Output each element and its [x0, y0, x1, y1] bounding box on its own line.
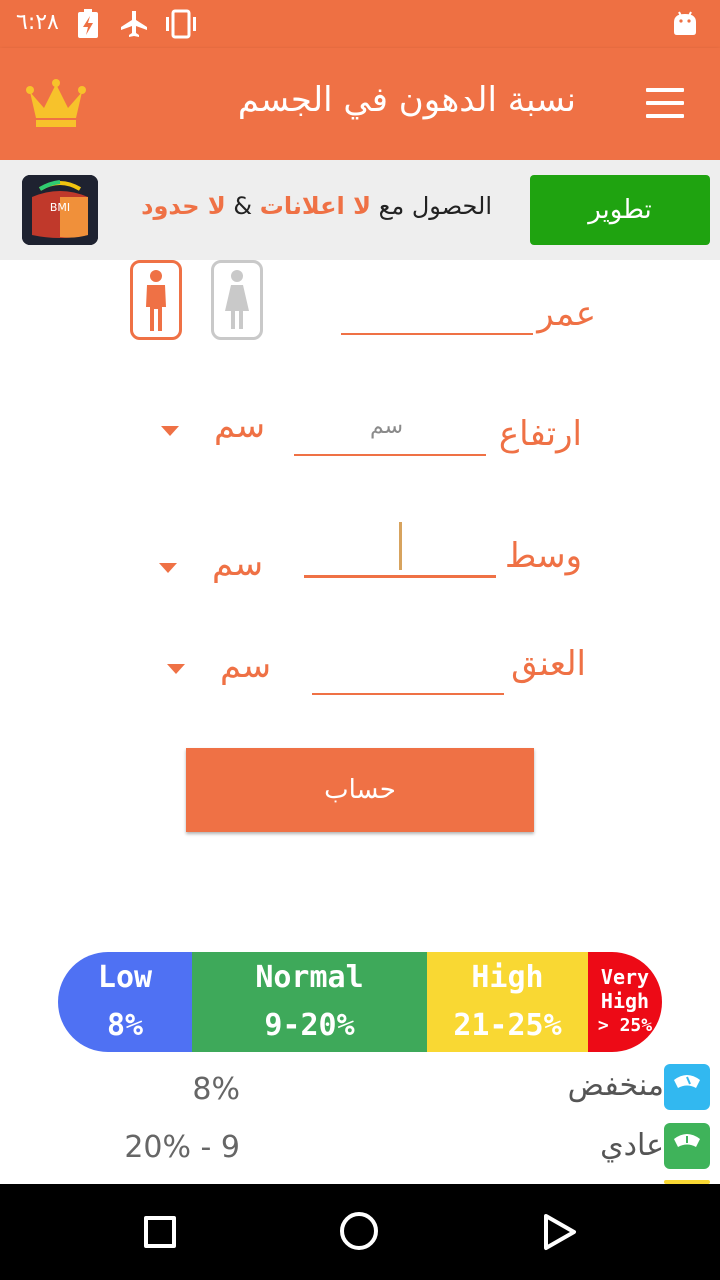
scale-low-name: Low: [97, 960, 153, 995]
gender-male-button[interactable]: [130, 260, 182, 340]
upgrade-button[interactable]: تطوير: [530, 175, 710, 245]
text-cursor: [399, 522, 402, 570]
height-unit-dropdown-icon[interactable]: [161, 426, 179, 436]
home-button[interactable]: [340, 1212, 378, 1250]
height-input[interactable]: [294, 454, 486, 456]
scale-low-range: 8%: [106, 1008, 144, 1043]
scale-very-high-line2: High: [600, 989, 650, 1013]
bmi-app-icon[interactable]: [22, 175, 98, 245]
legend-normal-value: 20% - 9: [124, 1130, 240, 1165]
scale-very-high: [588, 952, 662, 1052]
legend-low-label: منخفض: [567, 1068, 664, 1103]
scale-normal-name: Normal: [255, 960, 364, 995]
body-fat-scale: [58, 952, 662, 1052]
legend-normal-label: عادي: [600, 1128, 664, 1163]
female-icon: [214, 263, 260, 337]
scale-very-high-range: > 25%: [597, 1015, 653, 1036]
waist-unit: سم: [212, 544, 264, 584]
airplane-mode-icon: [118, 8, 150, 40]
back-button[interactable]: [540, 1212, 580, 1252]
promo-no-limits: لا حدود: [141, 192, 226, 220]
neck-label: العنق: [511, 644, 586, 684]
waist-input[interactable]: [304, 575, 496, 578]
scale-normal-icon: [664, 1123, 710, 1169]
neck-input[interactable]: [312, 693, 504, 695]
battery-charging-icon: [76, 8, 100, 40]
age-input[interactable]: [341, 333, 533, 335]
neck-unit: سم: [220, 646, 272, 686]
promo-no-ads: لا اعلانات: [259, 192, 371, 220]
page-title: نسبة الدهون في الجسم: [237, 80, 576, 120]
crown-icon[interactable]: [26, 78, 86, 130]
status-time: ٦:٢٨: [16, 10, 59, 35]
scale-normal: [192, 952, 427, 1052]
status-bar: [0, 0, 720, 48]
promo-banner: [0, 160, 720, 260]
scale-very-high-line1: Very: [600, 965, 650, 989]
calculate-button[interactable]: حساب: [186, 748, 534, 832]
scale-high: [427, 952, 588, 1052]
promo-text-prefix: الحصول مع: [370, 192, 492, 220]
promo-text: [141, 192, 492, 220]
male-icon: [133, 263, 179, 337]
legend-low-value: 8%: [192, 1072, 240, 1107]
scale-normal-range: 9-20%: [264, 1008, 355, 1043]
app-bar: [0, 48, 720, 160]
scale-high-range: 21-25%: [453, 1008, 562, 1043]
menu-icon[interactable]: [646, 88, 684, 118]
bmi-app-icon-text: BMI: [49, 201, 71, 214]
promo-amp: &: [225, 192, 260, 220]
scale-low-icon: [664, 1064, 710, 1110]
scale-low: [58, 952, 192, 1052]
scale-high-name: High: [471, 960, 544, 995]
height-input-placeholder: سم: [370, 414, 404, 439]
age-label: عمر: [537, 294, 596, 334]
vibrate-icon: [162, 8, 200, 40]
gender-female-button[interactable]: [211, 260, 263, 340]
neck-unit-dropdown-icon[interactable]: [167, 664, 185, 674]
android-notification-icon: [672, 8, 698, 38]
recent-apps-button[interactable]: [144, 1216, 176, 1248]
height-label: ارتفاع: [498, 414, 582, 454]
waist-label: وسط: [504, 536, 582, 576]
height-unit: سم: [214, 406, 266, 446]
waist-unit-dropdown-icon[interactable]: [159, 563, 177, 573]
